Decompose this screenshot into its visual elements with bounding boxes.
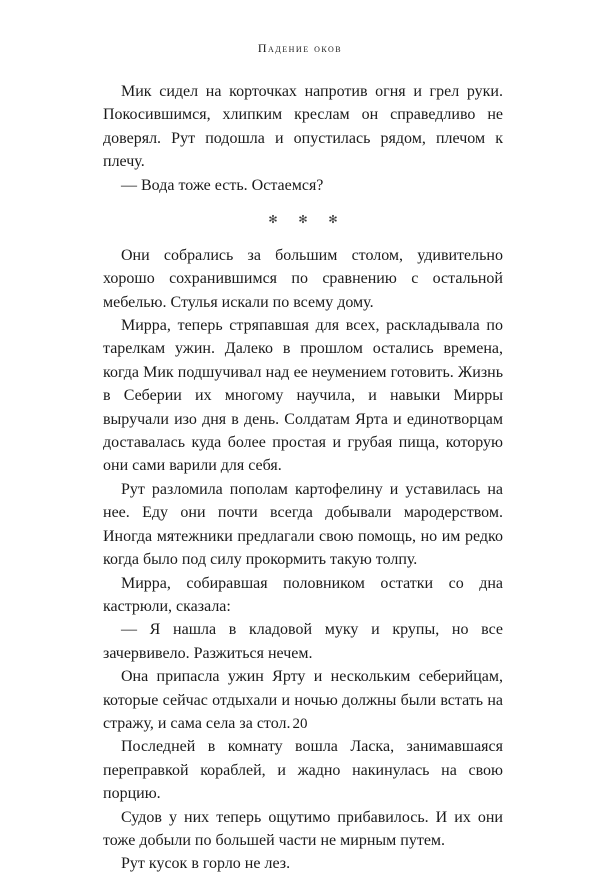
paragraph: Рут кусок в горло не лез. xyxy=(121,855,291,873)
running-head: Падение оков xyxy=(257,41,343,55)
section-divider xyxy=(103,197,503,244)
paragraph: — Я нашла в кладовой муку и крупы, но все зачервивело. Разжиться нечем. xyxy=(103,621,503,662)
divider-asterisk-icon: ✻ xyxy=(328,214,338,227)
paragraph: Мик сидел на корточках напротив огня и грел руки. Покосившимся, хлипким креслам он справедливо не доверял. Рут подошла и опустилась рядом, плечом к плечу. xyxy=(103,83,503,171)
paragraph: Мирра, теперь стряпавшая для всех, раскладывала по тарелкам ужин. Далеко в прошлом остались времена, когда Мик подшучивал над ее неумением готовить. Жизнь в Себерии их многому научила, и навыки Мирры выручали изо дня в день. Солдатам Ярта и единотворцам доставалась куда более простая и грубая пища, которую они сами варили для себя. xyxy=(103,317,503,475)
paragraph: Судов у них теперь ощутимо прибавилось. И их они тоже добыли по большей части не мирным путем. xyxy=(103,808,503,849)
paragraph: Она припасла ужин Ярту и нескольким себерийцам, которые сейчас отдыхали и ночью должны были встать на стражу, и сама села за стол. xyxy=(103,668,503,732)
divider-asterisk-icon: ✻ xyxy=(268,214,278,227)
paragraph: — Вода тоже есть. Остаемся? xyxy=(121,176,324,194)
paragraph: Последней в комнату вошла Ласка, занимавшаяся переправкой кораблей, и жадно накинулась на свою порцию. xyxy=(103,738,503,803)
body-text xyxy=(103,80,503,876)
divider-asterisk-icon: ✻ xyxy=(298,214,308,227)
paragraph: Мирра, собиравшая половником остатки со дна кастрюли, сказала: xyxy=(103,574,503,615)
paragraph: Рут разломила пополам картофелину и уставилась на нее. Еду они почти всегда добывали мародерством. Иногда мятежники предлагали свою помощь, но им редко когда было под силу прокормить такую толпу. xyxy=(103,480,503,569)
paragraph: Они собрались за большим столом, удивительно хорошо сохранившимся по сравнению с остальной мебелью. Стулья искали по всему дому. xyxy=(103,246,503,311)
page-number: 20 xyxy=(292,716,308,732)
